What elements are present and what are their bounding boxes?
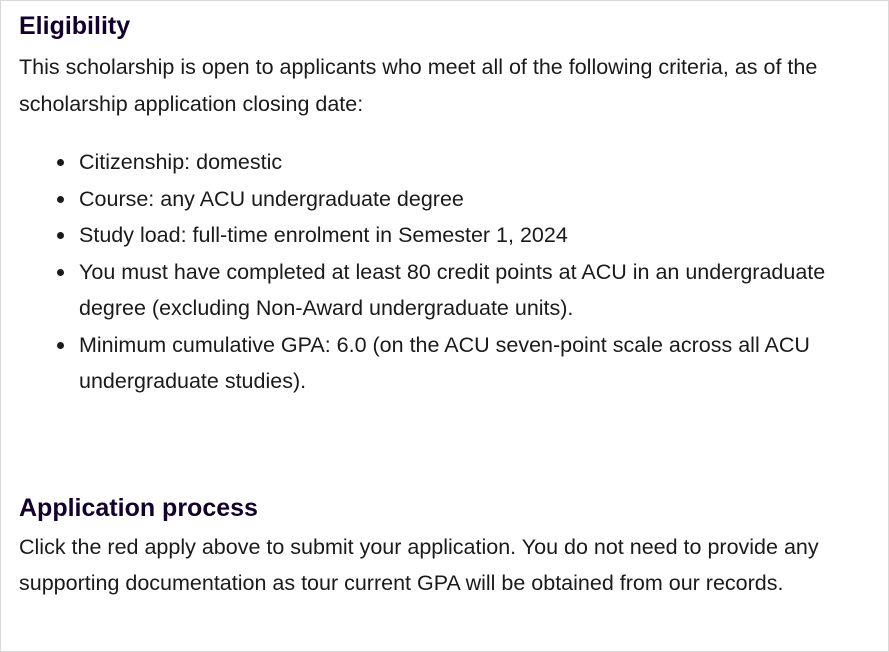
list-item: Course: any ACU undergraduate degree (79, 181, 870, 218)
application-section (19, 491, 870, 602)
list-item: You must have completed at least 80 credit points at ACU in an undergraduate degree (excluding Non-Award undergraduate units). (79, 254, 870, 327)
eligibility-intro: This scholarship is open to applicants who meet all of the following criteria, as of the scholarship application closing date: (19, 55, 818, 116)
list-item: Minimum cumulative GPA: 6.0 (on the ACU seven-point scale across all ACU undergraduate studies). (79, 327, 870, 400)
eligibility-heading: Eligibility (19, 12, 131, 40)
application-text: Click the red apply above to submit your application. You do not need to provide any supporting documentation as tour current GPA will be obtained from our records. (19, 534, 819, 595)
list-item: Study load: full-time enrolment in Semester 1, 2024 (79, 217, 870, 254)
list-item: Citizenship: domestic (79, 144, 870, 181)
application-heading: Application process (19, 493, 258, 522)
eligibility-section (19, 9, 870, 400)
criteria-list (19, 144, 870, 400)
